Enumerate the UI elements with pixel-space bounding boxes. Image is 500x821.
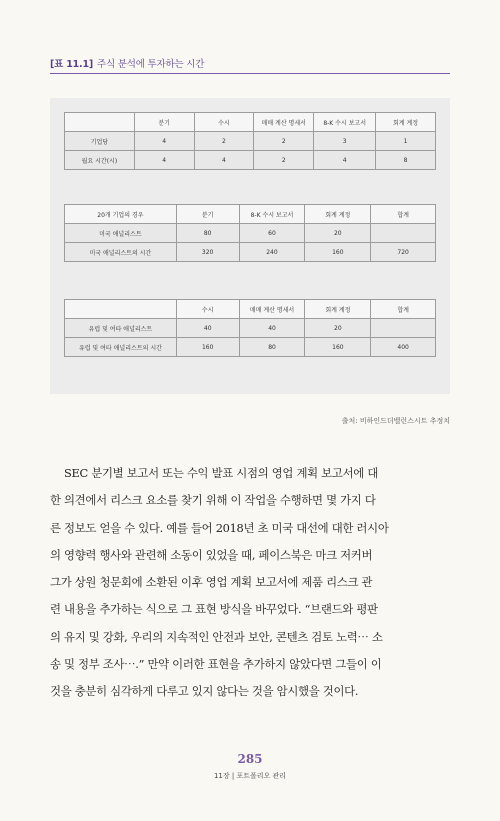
table-header-cell xyxy=(65,300,177,319)
table-header-cell: 회계 계정 xyxy=(305,300,371,319)
body-paragraph xyxy=(50,460,452,706)
table-header-row xyxy=(65,205,436,224)
us-analyst-table xyxy=(64,204,436,262)
table-cell: 4 xyxy=(314,151,376,170)
body-line: 련 내용을 추가하는 식으로 그 표현 방식을 바꾸었다. “브랜드와 평판 xyxy=(50,602,378,617)
table-cell: 미국 애널리스트의 시간 xyxy=(65,243,177,262)
table-header-cell: 수시 xyxy=(176,300,239,319)
table-cell: 4 xyxy=(134,151,194,170)
table-cell: 160 xyxy=(305,243,371,262)
table-cell: 3 xyxy=(314,132,376,151)
table-cell: 80 xyxy=(176,224,239,243)
table-header-row xyxy=(65,300,436,319)
table-header-cell: 합계 xyxy=(371,300,436,319)
table-cell: 40 xyxy=(176,319,239,338)
table-header-cell: 8-K 수시 보고서 xyxy=(239,205,305,224)
table-header-cell: 수시 xyxy=(194,113,254,132)
europe-analyst-table xyxy=(64,299,436,357)
table-row xyxy=(65,224,436,243)
table-cell: 8 xyxy=(376,151,436,170)
table-header-row xyxy=(65,113,436,132)
table-header-cell: 분기 xyxy=(176,205,239,224)
table-cell xyxy=(371,224,436,243)
table-cell: 60 xyxy=(239,224,305,243)
table-header-cell: 회계 계정 xyxy=(305,205,371,224)
table-cell: 160 xyxy=(176,338,239,357)
table-cell: 720 xyxy=(371,243,436,262)
table-header-cell: 분기 xyxy=(134,113,194,132)
table-title: 주식 분석에 투자하는 시간 xyxy=(97,59,205,70)
table-row xyxy=(65,151,436,170)
table-row xyxy=(65,243,436,262)
table-cell: 유럽 및 여타 애널리스트의 시간 xyxy=(65,338,177,357)
page-number: 285 xyxy=(237,752,263,766)
body-line: 것을 충분히 심각하게 다루고 있지 않다는 것을 암시했을 것이다. xyxy=(50,684,359,699)
table-cell: 80 xyxy=(239,338,305,357)
body-line: 한 의견에서 리스크 요소를 찾기 위해 이 작업을 수행하면 몇 가지 다 xyxy=(50,493,376,508)
table-header-cell: 매매 계산 명세서 xyxy=(239,300,305,319)
body-line: 그가 상원 청문회에 소환된 이후 영업 계획 보고서에 제품 리스크 관 xyxy=(50,575,373,590)
table-cell: 2 xyxy=(254,132,314,151)
table-cell: 320 xyxy=(176,243,239,262)
table-header-cell: 합계 xyxy=(371,205,436,224)
body-line: 송 및 정부 조사⋯.” 만약 이러한 표현을 추가하지 않았다면 그들이 이 xyxy=(50,657,382,672)
table-number: [표 11.1] xyxy=(50,59,94,70)
running-footer: 11장 | 포트폴리오 관리 xyxy=(213,772,287,780)
table-cell: 기업당 xyxy=(65,132,135,151)
table-cell: 유럽 및 여타 애널리스트 xyxy=(65,319,177,338)
table-header-cell: 8-K 수시 보고서 xyxy=(314,113,376,132)
body-line: 의 영향력 행사와 관련해 소동이 있었을 때, 페이스북은 마크 저커버 xyxy=(50,547,373,562)
table-row xyxy=(65,132,436,151)
table-cell: 20 xyxy=(305,319,371,338)
table-cell: 400 xyxy=(371,338,436,357)
table-row xyxy=(65,319,436,338)
table-cell: 1 xyxy=(376,132,436,151)
source-note: 출처: 비하인드더밸런스시트 추정치 xyxy=(341,417,450,425)
table-header-cell xyxy=(65,113,135,132)
table-cell: 미국 애널리스트 xyxy=(65,224,177,243)
table-header-cell: 20개 기업의 경우 xyxy=(65,205,177,224)
time-per-company-table xyxy=(64,112,436,170)
table-cell xyxy=(371,319,436,338)
table-cell: 2 xyxy=(194,132,254,151)
table-cell: 4 xyxy=(194,151,254,170)
table-row xyxy=(65,338,436,357)
table-cell: 20 xyxy=(305,224,371,243)
table-cell: 40 xyxy=(239,319,305,338)
table-cell: 월요 시간(시) xyxy=(65,151,135,170)
table-cell: 240 xyxy=(239,243,305,262)
body-line: 른 정보도 얻을 수 있다. 예를 들어 2018년 초 미국 대선에 대한 러시아 xyxy=(50,520,389,535)
table-cell: 160 xyxy=(305,338,371,357)
table-cell: 4 xyxy=(134,132,194,151)
table-header-cell: 회계 계정 xyxy=(376,113,436,132)
table-figure xyxy=(50,98,450,394)
table-header-cell: 매매 계산 명세서 xyxy=(254,113,314,132)
table-cell: 2 xyxy=(254,151,314,170)
table-caption xyxy=(50,56,450,74)
body-line: SEC 분기별 보고서 또는 수익 발표 시점의 영업 계획 보고서에 대 xyxy=(64,466,379,480)
body-line: 의 유지 및 강화, 우리의 지속적인 안전과 보안, 콘텐츠 검토 노력⋯ 소 xyxy=(50,629,383,644)
